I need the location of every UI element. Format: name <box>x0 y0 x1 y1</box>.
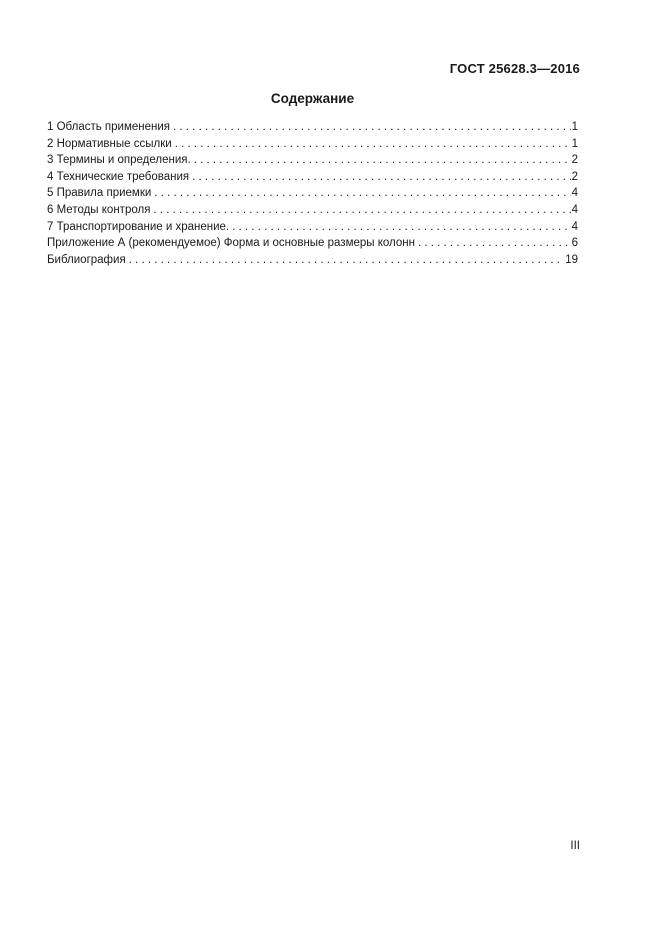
toc-leader-dots <box>175 136 571 153</box>
toc-leader-dots <box>154 185 570 202</box>
page-title: Содержание <box>270 91 355 106</box>
toc-entry-label: 6 Методы контроля <box>47 203 151 216</box>
toc-entry-page-number: 2 <box>571 170 578 183</box>
toc-entry <box>47 235 578 252</box>
toc-entry-label: Библиография <box>47 253 126 266</box>
toc-entry-page-number: 4 <box>571 220 578 233</box>
toc-leader-dots <box>129 252 565 269</box>
toc-entry <box>47 202 578 219</box>
toc-entry-label: 4 Технические требования <box>47 170 190 183</box>
toc-entry-page-number: 1 <box>571 121 578 133</box>
toc-entry-label: 3 Термины и определения. <box>47 154 191 167</box>
toc-entry <box>47 136 578 153</box>
toc-entry-label: Приложение А (рекомендуемое) Форма и основные размеры колонн <box>47 237 415 250</box>
toc-leader-dots <box>192 169 570 186</box>
toc-entry <box>47 152 578 169</box>
page-number: III <box>570 840 580 852</box>
toc-entry-page-number: 4 <box>571 203 578 216</box>
toc-leader-dots <box>418 235 571 252</box>
toc-entry <box>47 119 578 136</box>
toc-entry <box>47 219 578 236</box>
toc-leader-dots <box>173 119 571 136</box>
toc-entry-page-number: 6 <box>571 237 578 250</box>
toc-leader-dots <box>194 152 571 169</box>
toc-entry-label: 5 Правила приемки <box>47 187 152 200</box>
toc-leader-dots <box>232 219 570 236</box>
toc-entry-label: 7 Транспортирование и хранение. <box>47 220 230 233</box>
toc-entry-label: 1 Область применения <box>47 121 171 133</box>
toc-leader-dots <box>153 202 570 219</box>
toc-list <box>47 119 578 268</box>
toc-entry-page-number: 4 <box>571 187 578 200</box>
toc-entry-page-number: 19 <box>565 253 578 266</box>
toc-entry-page-number: 1 <box>571 137 578 150</box>
toc-entry <box>47 185 578 202</box>
document-code: ГОСТ 25628.3—2016 <box>449 61 580 76</box>
toc-entry-label: 2 Нормативные ссылки <box>47 137 172 150</box>
toc-entry-page-number: 2 <box>571 154 578 167</box>
toc-entry <box>47 252 578 269</box>
toc-entry <box>47 169 578 186</box>
